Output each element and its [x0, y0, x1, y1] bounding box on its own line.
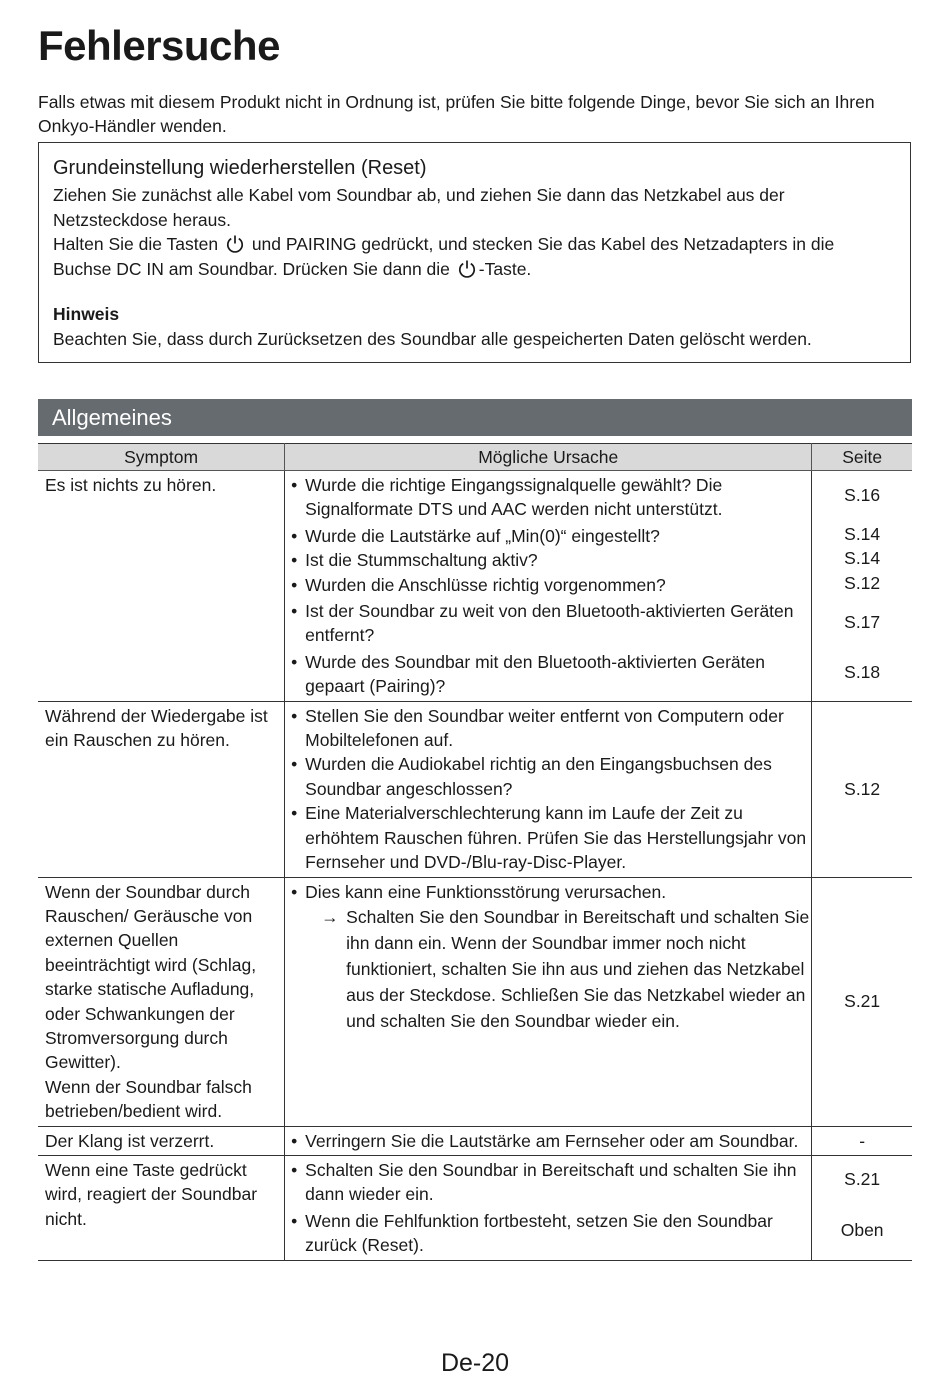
symptom-cell: Es ist nichts zu hören. — [38, 471, 285, 702]
page-cell: S.12 — [812, 701, 912, 877]
symptom-text: Wenn der Soundbar falsch betrieben/bedient wird. — [45, 1076, 252, 1122]
cause-cell — [285, 1155, 812, 1260]
cause-item: • Schalten Sie den Soundbar in Bereitschaft und schalten Sie ihn dann wieder ein. — [291, 1158, 811, 1207]
cause-item: • Wurde die Lautstärke auf „Min(0)“ eingestellt? — [291, 524, 811, 548]
page-title: Fehlersuche — [38, 22, 280, 69]
cause-item: • Wurden die Anschlüsse richtig vorgenommen? — [291, 573, 811, 597]
table-row — [38, 1155, 912, 1260]
cause-item: • Dies kann eine Funktionsstörung verursachen. — [291, 880, 811, 904]
page-ref: S.14 — [844, 548, 881, 568]
symptom-cell: Wenn eine Taste gedrückt wird, reagiert der Soundbar nicht. — [38, 1155, 285, 1260]
power-icon — [457, 259, 477, 279]
reset-heading: Grundeinstellung wiederherstellen (Reset) — [53, 157, 427, 179]
cause-item: • Wurde die richtige Eingangssignalquelle gewählt? Die Signalformate DTS und AAC werden nicht unterstützt. — [291, 473, 811, 522]
page-ref: S.17 — [844, 612, 881, 632]
table-row — [38, 701, 912, 877]
page-cell — [812, 471, 912, 702]
page-cell: S.21 — [812, 877, 912, 1126]
table-header-row — [38, 444, 912, 471]
page-ref: S.16 — [844, 485, 881, 505]
page-cell: - — [812, 1126, 912, 1155]
table-row — [38, 471, 912, 702]
arrow-right-icon: → — [321, 906, 339, 927]
table-row — [38, 877, 912, 1126]
cause-cell — [285, 877, 812, 1126]
reset-para2-b: und PAIRING gedrückt, und stecken Sie das Kabel des Netzadapters in die Buchse DC IN am Soundbar. Drücken Sie dann die — [53, 234, 835, 279]
sub-cause — [291, 904, 811, 1034]
troubleshooting-table — [38, 443, 912, 1261]
reset-para2-c: -Taste. — [478, 258, 532, 279]
symptom-text: Wenn der Soundbar durch Rauschen/ Geräusche von externen Quellen beeinträchtigt wird (Schlag, starke statische Aufladung, oder Schwankungen der Stromversorgung durch Gewitter). — [45, 881, 257, 1073]
page-ref: S.12 — [844, 573, 881, 593]
cause-item: • Eine Materialverschlechterung kann im Laufe der Zeit zu erhöhtem Rauschen führen. Prüfen Sie das Herstellungsjahr von Fernseher und DVD-/Blu-ray-Disc-Player. — [291, 801, 811, 874]
cause-cell — [285, 1126, 812, 1155]
header-page: Seite — [812, 444, 912, 471]
cause-cell — [285, 471, 812, 702]
section-title: Allgemeines — [38, 399, 912, 436]
reset-para2-a: Halten Sie die Tasten — [53, 234, 219, 254]
reset-para2 — [53, 232, 896, 281]
page-ref: S.14 — [844, 524, 881, 544]
cause-item: • Verringern Sie die Lautstärke am Fernseher oder am Soundbar. — [291, 1129, 811, 1153]
note-title: Hinweis — [53, 304, 120, 324]
sub-cause-text: Schalten Sie den Soundbar in Bereitschaft und schalten Sie ihn dann ein. Wenn der Soundbar immer noch nicht funktioniert, schalten Sie ihn aus und ziehen das Netzkabel aus der Steckdose. Schließen Sie das Netzkabel wieder an und schalten Sie den Soundbar wieder ein. — [346, 906, 810, 1031]
cause-item: • Wurden die Audiokabel richtig an den Eingangsbuchsen des Soundbar angeschlossen? — [291, 752, 811, 801]
cause-item: • Ist die Stummschaltung aktiv? — [291, 548, 811, 572]
cause-item: • Stellen Sie den Soundbar weiter entfernt von Computern oder Mobiltelefonen auf. — [291, 704, 811, 753]
symptom-cell — [38, 877, 285, 1126]
cause-item: • Wenn die Fehlfunktion fortbesteht, setzen Sie den Soundbar zurück (Reset). — [291, 1209, 811, 1258]
note-text: Beachten Sie, dass durch Zurücksetzen des Soundbar alle gespeicherten Daten gelöscht werden. — [53, 328, 812, 349]
cause-cell — [285, 701, 812, 877]
cause-item: • Ist der Soundbar zu weit von den Bluetooth-aktivierten Geräten entfernt? — [291, 599, 811, 648]
symptom-cell: Während der Wiedergabe ist ein Rauschen zu hören. — [38, 701, 285, 877]
power-icon — [225, 234, 245, 254]
page-ref: S.21 — [844, 1168, 881, 1189]
table-row — [38, 1126, 912, 1155]
header-symptom: Symptom — [38, 444, 285, 471]
page-number: De-20 — [440, 1349, 510, 1377]
symptom-cell: Der Klang ist verzerrt. — [38, 1126, 285, 1155]
reset-para1: Ziehen Sie zunächst alle Kabel vom Soundbar ab, und ziehen Sie dann das Netzkabel aus der Netzsteckdose heraus. — [53, 185, 785, 230]
page-ref: S.18 — [844, 662, 881, 682]
page-cell — [812, 1155, 912, 1260]
intro-text: Falls etwas mit diesem Produkt nicht in Ordnung ist, prüfen Sie bitte folgende Dinge, bevor Sie sich an Ihren Onkyo-Händler wenden. — [38, 92, 875, 136]
cause-item: • Wurde des Soundbar mit den Bluetooth-aktivierten Geräten gepaart (Pairing)? — [291, 650, 811, 699]
reset-box — [38, 142, 911, 363]
page-ref: Oben — [840, 1219, 884, 1240]
header-cause: Mögliche Ursache — [285, 444, 812, 471]
